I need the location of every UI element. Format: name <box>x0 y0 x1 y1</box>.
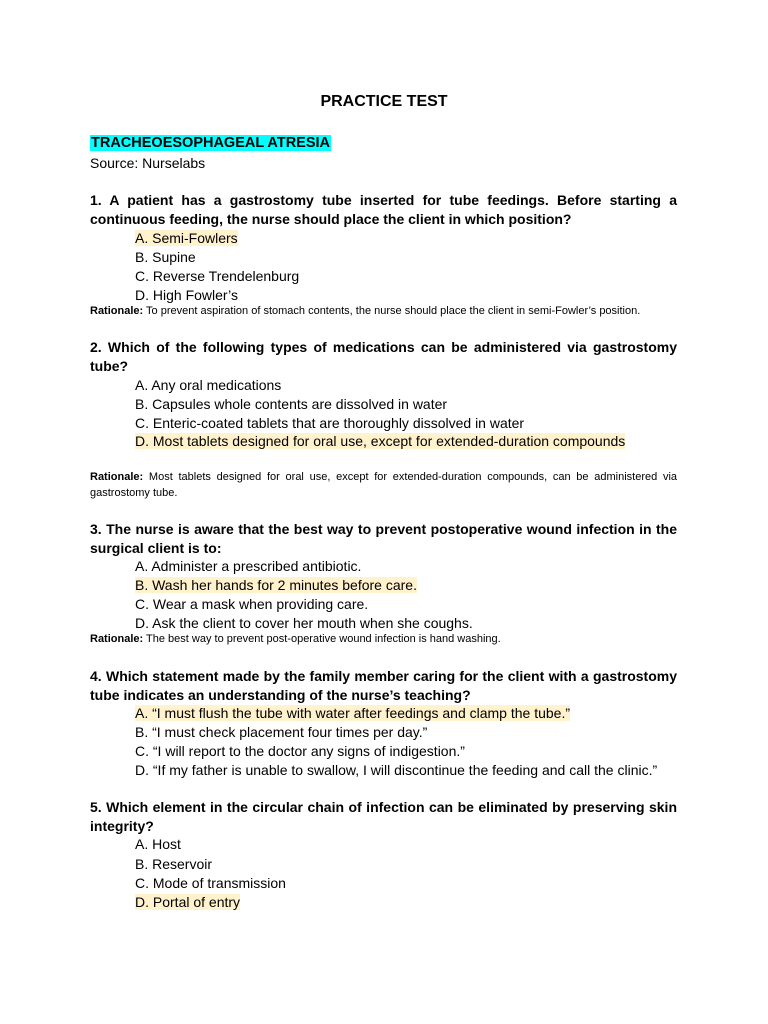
topic-heading-text: TRACHEOESOPHAGEAL ATRESIA <box>91 135 331 151</box>
q4-option-b: B. “I must check placement four times per day.” <box>135 724 428 740</box>
question-5: 5. Which element in the circular chain of infection can be eliminated by preserving skin integrity? <box>90 799 677 834</box>
question-2: 2. Which of the following types of medications can be administered via gastrostomy tube? <box>90 339 677 374</box>
q4-option-c: C. “I will report to the doctor any signs of indigestion.” <box>135 743 465 759</box>
q1-rationale-label: Rationale: <box>90 305 144 317</box>
q4-option-d: D. “If my father is unable to swallow, I will discontinue the feeding and call the clinic.” <box>135 762 658 778</box>
q1-option-a <box>135 229 238 247</box>
q1-rationale-text: To prevent aspiration of stomach contents, the nurse should place the client in semi-Fowler’s position. <box>146 305 641 317</box>
q5-option-d-text: D. Portal of entry <box>135 894 241 910</box>
q4-option-a <box>135 704 570 722</box>
q5-option-a: A. Host <box>135 836 181 852</box>
q5-option-d <box>135 893 240 911</box>
source-line: Source: Nurselabs <box>90 155 206 171</box>
q2-option-b: B. Capsules whole contents are dissolved in water <box>135 396 448 412</box>
q2-option-d-text: D. Most tablets designed for oral use, except for extended-duration compounds <box>135 433 626 449</box>
topic-heading <box>90 134 331 152</box>
q1-option-b: B. Supine <box>135 249 196 265</box>
q3-option-b <box>135 576 417 594</box>
question-1: 1. A patient has a gastrostomy tube inserted for tube feedings. Before starting a continuous feeding, the nurse should place the client in which position? <box>90 192 677 227</box>
q1-option-d: D. High Fowler’s <box>135 287 238 303</box>
q3-option-a: A. Administer a prescribed antibiotic. <box>135 558 362 574</box>
page-title: PRACTICE TEST <box>320 93 448 110</box>
q2-option-d <box>135 432 625 450</box>
q2-rationale-label: Rationale: <box>90 471 144 483</box>
q5-option-c: C. Mode of transmission <box>135 875 286 891</box>
q2-rationale-text: Most tablets designed for oral use, except for extended-duration compounds, can be administered via gastrostomy tube. <box>90 471 678 499</box>
q3-rationale-text: The best way to prevent post-operative wound infection is hand washing. <box>146 633 501 645</box>
q1-option-c: C. Reverse Trendelenburg <box>135 268 300 284</box>
q3-rationale <box>90 631 677 647</box>
q2-option-a: A. Any oral medications <box>135 377 282 393</box>
q1-option-a-text: A. Semi-Fowlers <box>135 230 238 246</box>
q3-option-d: D. Ask the client to cover her mouth when she coughs. <box>135 615 473 631</box>
question-3: 3. The nurse is aware that the best way to prevent postoperative wound infection in the surgical client is to: <box>90 521 677 556</box>
q3-option-b-text: B. Wash her hands for 2 minutes before care. <box>135 577 417 593</box>
q5-option-b: B. Reservoir <box>135 856 213 872</box>
q3-option-c: C. Wear a mask when providing care. <box>135 596 369 612</box>
q2-rationale <box>90 469 677 501</box>
question-4: 4. Which statement made by the family member caring for the client with a gastrostomy tube indicates an understanding of the nurse’s teaching? <box>90 668 677 703</box>
q1-rationale <box>90 303 677 319</box>
q4-option-a-text: A. “I must flush the tube with water after feedings and clamp the tube.” <box>135 705 571 721</box>
q3-rationale-label: Rationale: <box>90 633 144 645</box>
q2-option-c: C. Enteric-coated tablets that are thoroughly dissolved in water <box>135 415 525 431</box>
